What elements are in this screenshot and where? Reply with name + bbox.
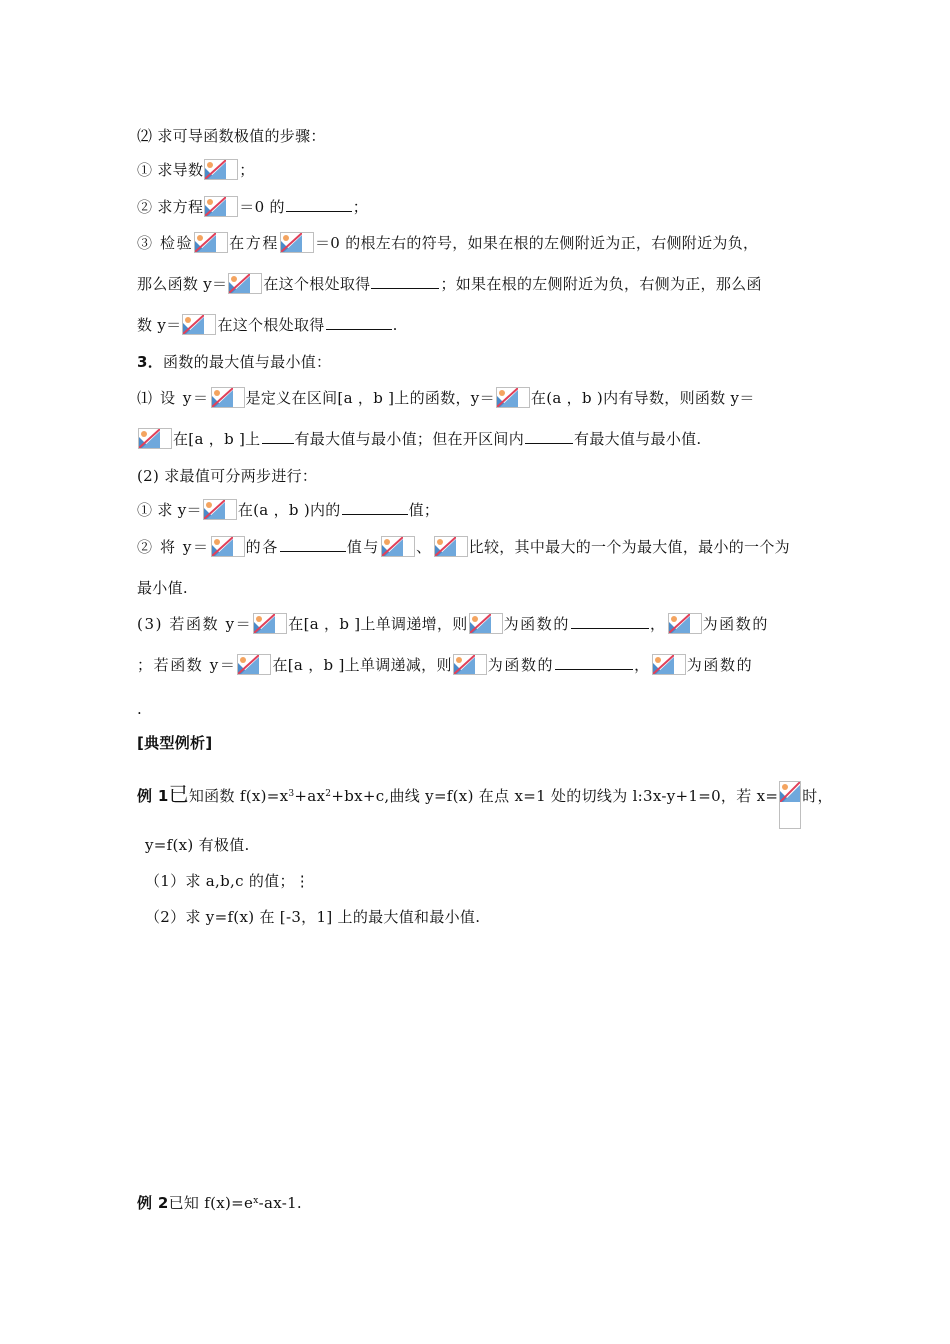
step-3-text-f: ；如果在根的左侧附近为负，右侧为正，那么函 (440, 275, 762, 293)
fill-blank (326, 313, 392, 330)
step-3-text-g: 数 y＝ (137, 316, 182, 334)
s3-p3-g: 在[a ，b ]上单调递减，则 (272, 656, 452, 674)
s3-p1-a: ⑴ 设 y＝ (137, 389, 210, 407)
formula-image-icon (194, 232, 228, 253)
formula-image-icon (204, 159, 238, 180)
s3-p3-k: . (137, 700, 143, 718)
s3-p3-line2 (137, 653, 753, 677)
example-1-line2 (145, 833, 250, 857)
fill-blank (286, 195, 352, 212)
formula-image-icon (228, 273, 262, 294)
s3-p2-step2 (137, 535, 790, 559)
steps-title-text: ⑵ 求可导函数极值的步骤： (137, 127, 326, 145)
formula-image-icon (779, 781, 801, 829)
fill-blank (571, 612, 649, 629)
s3-p2-s2-c: 值与 (346, 538, 381, 556)
s3-p3-d: ， (649, 615, 667, 633)
s3-p1-c: 在(a ，b )内有导数，则函数 y＝ (530, 389, 755, 407)
example-2 (137, 1191, 302, 1215)
s3-p2-s1-c: 值； (408, 501, 440, 519)
s3-p2-s2-d: 、 (416, 538, 433, 556)
s3-p2-s2-b: 的各 (245, 538, 279, 556)
fill-blank (342, 498, 408, 515)
example-1-b: +ax (294, 787, 326, 805)
formula-image-icon (138, 428, 172, 449)
step-3-text-i: . (392, 316, 398, 334)
example-1-a: 知函数 f(x)=x (188, 787, 289, 805)
example-1-c: +bx+c,曲线 y=f(x) 在点 x=1 处的切线为 l:3x-y+1=0，若 x= (331, 787, 779, 805)
s3-p1-line2 (137, 427, 702, 451)
formula-image-icon (453, 654, 487, 675)
example-1-q2: （2）求 y=f(x) 在 [-3，1] 上的最大值和最小值. (145, 908, 481, 926)
s3-p1-d: 在[a ，b ]上 (173, 430, 261, 448)
s3-p2-s2-f: 最小值. (137, 579, 188, 597)
formula-image-icon (211, 387, 245, 408)
step-3-text-h: 在这个根处取得 (217, 316, 325, 334)
section-3-title (137, 350, 331, 374)
formula-image-icon (280, 232, 314, 253)
step-3-text-b: 在方程 (229, 234, 279, 252)
step-2-text-b: ＝0 的 (239, 198, 285, 216)
s3-p3-line1 (137, 612, 769, 636)
fill-blank (280, 535, 346, 552)
s3-p2-s2-e: 比较，其中最大的一个为最大值，最小的一个为 (468, 538, 790, 556)
example-1-line1 (137, 781, 833, 805)
s3-p3-i: ， (634, 656, 651, 674)
example-1-sup-2: 2 (325, 789, 332, 799)
step-3-text-d: 那么函数 y＝ (137, 275, 228, 293)
step-1-end: ； (239, 161, 255, 179)
s3-p1-b: 是定义在区间[a ，b ]上的函数，y＝ (245, 389, 495, 407)
example-1-d: 时， (802, 787, 833, 805)
s3-p3-end (137, 697, 142, 721)
example-2-b: -ax-1. (258, 1194, 302, 1212)
formula-image-icon (182, 314, 216, 335)
formula-image-icon (496, 387, 530, 408)
s3-p2-s2-a: ② 将 y＝ (137, 538, 210, 556)
step-2-text: ② 求方程 (137, 198, 204, 216)
s3-p2-s1-b: 在(a ，b )内的 (237, 501, 341, 519)
example-1-label: 例 1 (137, 787, 169, 805)
step-3-text: ③ 检验 (137, 234, 194, 252)
examples-heading (137, 731, 213, 755)
s3-p2-title (137, 464, 317, 488)
example-2-a: 已知 f(x)=e (168, 1194, 254, 1212)
step-3-end (137, 313, 398, 337)
s3-p2-title-text: (2) 求最值可分两步进行： (137, 467, 318, 485)
steps-title (137, 124, 326, 148)
s3-p2-s1-a: ① 求 y＝ (137, 501, 202, 519)
fill-blank (371, 272, 439, 289)
fill-blank (555, 653, 633, 670)
formula-image-icon (204, 196, 238, 217)
formula-image-icon (253, 613, 287, 634)
s3-p3-f: ；若函数 y＝ (137, 656, 237, 674)
formula-image-icon (652, 654, 686, 675)
step-2 (137, 195, 368, 219)
s3-p3-j: 为函数的 (686, 656, 754, 674)
formula-image-icon (381, 536, 415, 557)
formula-image-icon (434, 536, 468, 557)
s3-p3-c: 为函数的 (503, 615, 570, 633)
example-1-question-2 (145, 905, 480, 929)
formula-image-icon (237, 654, 271, 675)
example-1-question-1 (145, 869, 310, 893)
example-1-big-char: 已 (168, 782, 189, 806)
step-1-text: ① 求导数 (137, 161, 204, 179)
example-1-e: y=f(x) 有极值. (145, 836, 250, 854)
step-3-text-c: ＝0 的根左右的符号，如果在根的左侧附近为正，右侧附近为负， (314, 234, 759, 252)
s3-p3-a: (3) 若函数 y＝ (137, 615, 253, 633)
step-2-end: ； (352, 198, 369, 216)
s3-p1-f: 有最大值与最小值. (574, 430, 702, 448)
s3-p3-b: 在[a ，b ]上单调递增，则 (288, 615, 468, 633)
s3-p3-h: 为函数的 (487, 656, 555, 674)
step-1 (137, 158, 255, 182)
formula-image-icon (211, 536, 245, 557)
example-1-sup-3: 3 (288, 789, 295, 799)
section-number: 3． (137, 353, 164, 371)
example-2-sup-x: x (253, 1196, 259, 1206)
step-3-cont (137, 272, 762, 296)
example-2-label: 例 2 (137, 1194, 169, 1212)
step-3-text-e: 在这个根处取得 (263, 275, 371, 293)
example-1-q1: （1）求 a,b,c 的值；⋮ (145, 872, 311, 890)
s3-p2-step1 (137, 498, 439, 522)
formula-image-icon (469, 613, 503, 634)
fill-blank (262, 427, 294, 444)
section-title: 函数的最大值与最小值： (163, 353, 332, 371)
s3-p2-step2-end (137, 576, 188, 600)
formula-image-icon (668, 613, 702, 634)
formula-image-icon (203, 499, 237, 520)
s3-p1-e: 有最大值与最小值；但在开区间内 (294, 430, 525, 448)
fill-blank (525, 427, 573, 444)
step-3 (137, 231, 758, 255)
examples-heading-text: [典型例析] (137, 734, 213, 752)
s3-p3-e: 为函数的 (702, 615, 769, 633)
s3-p1-line1 (137, 386, 755, 410)
